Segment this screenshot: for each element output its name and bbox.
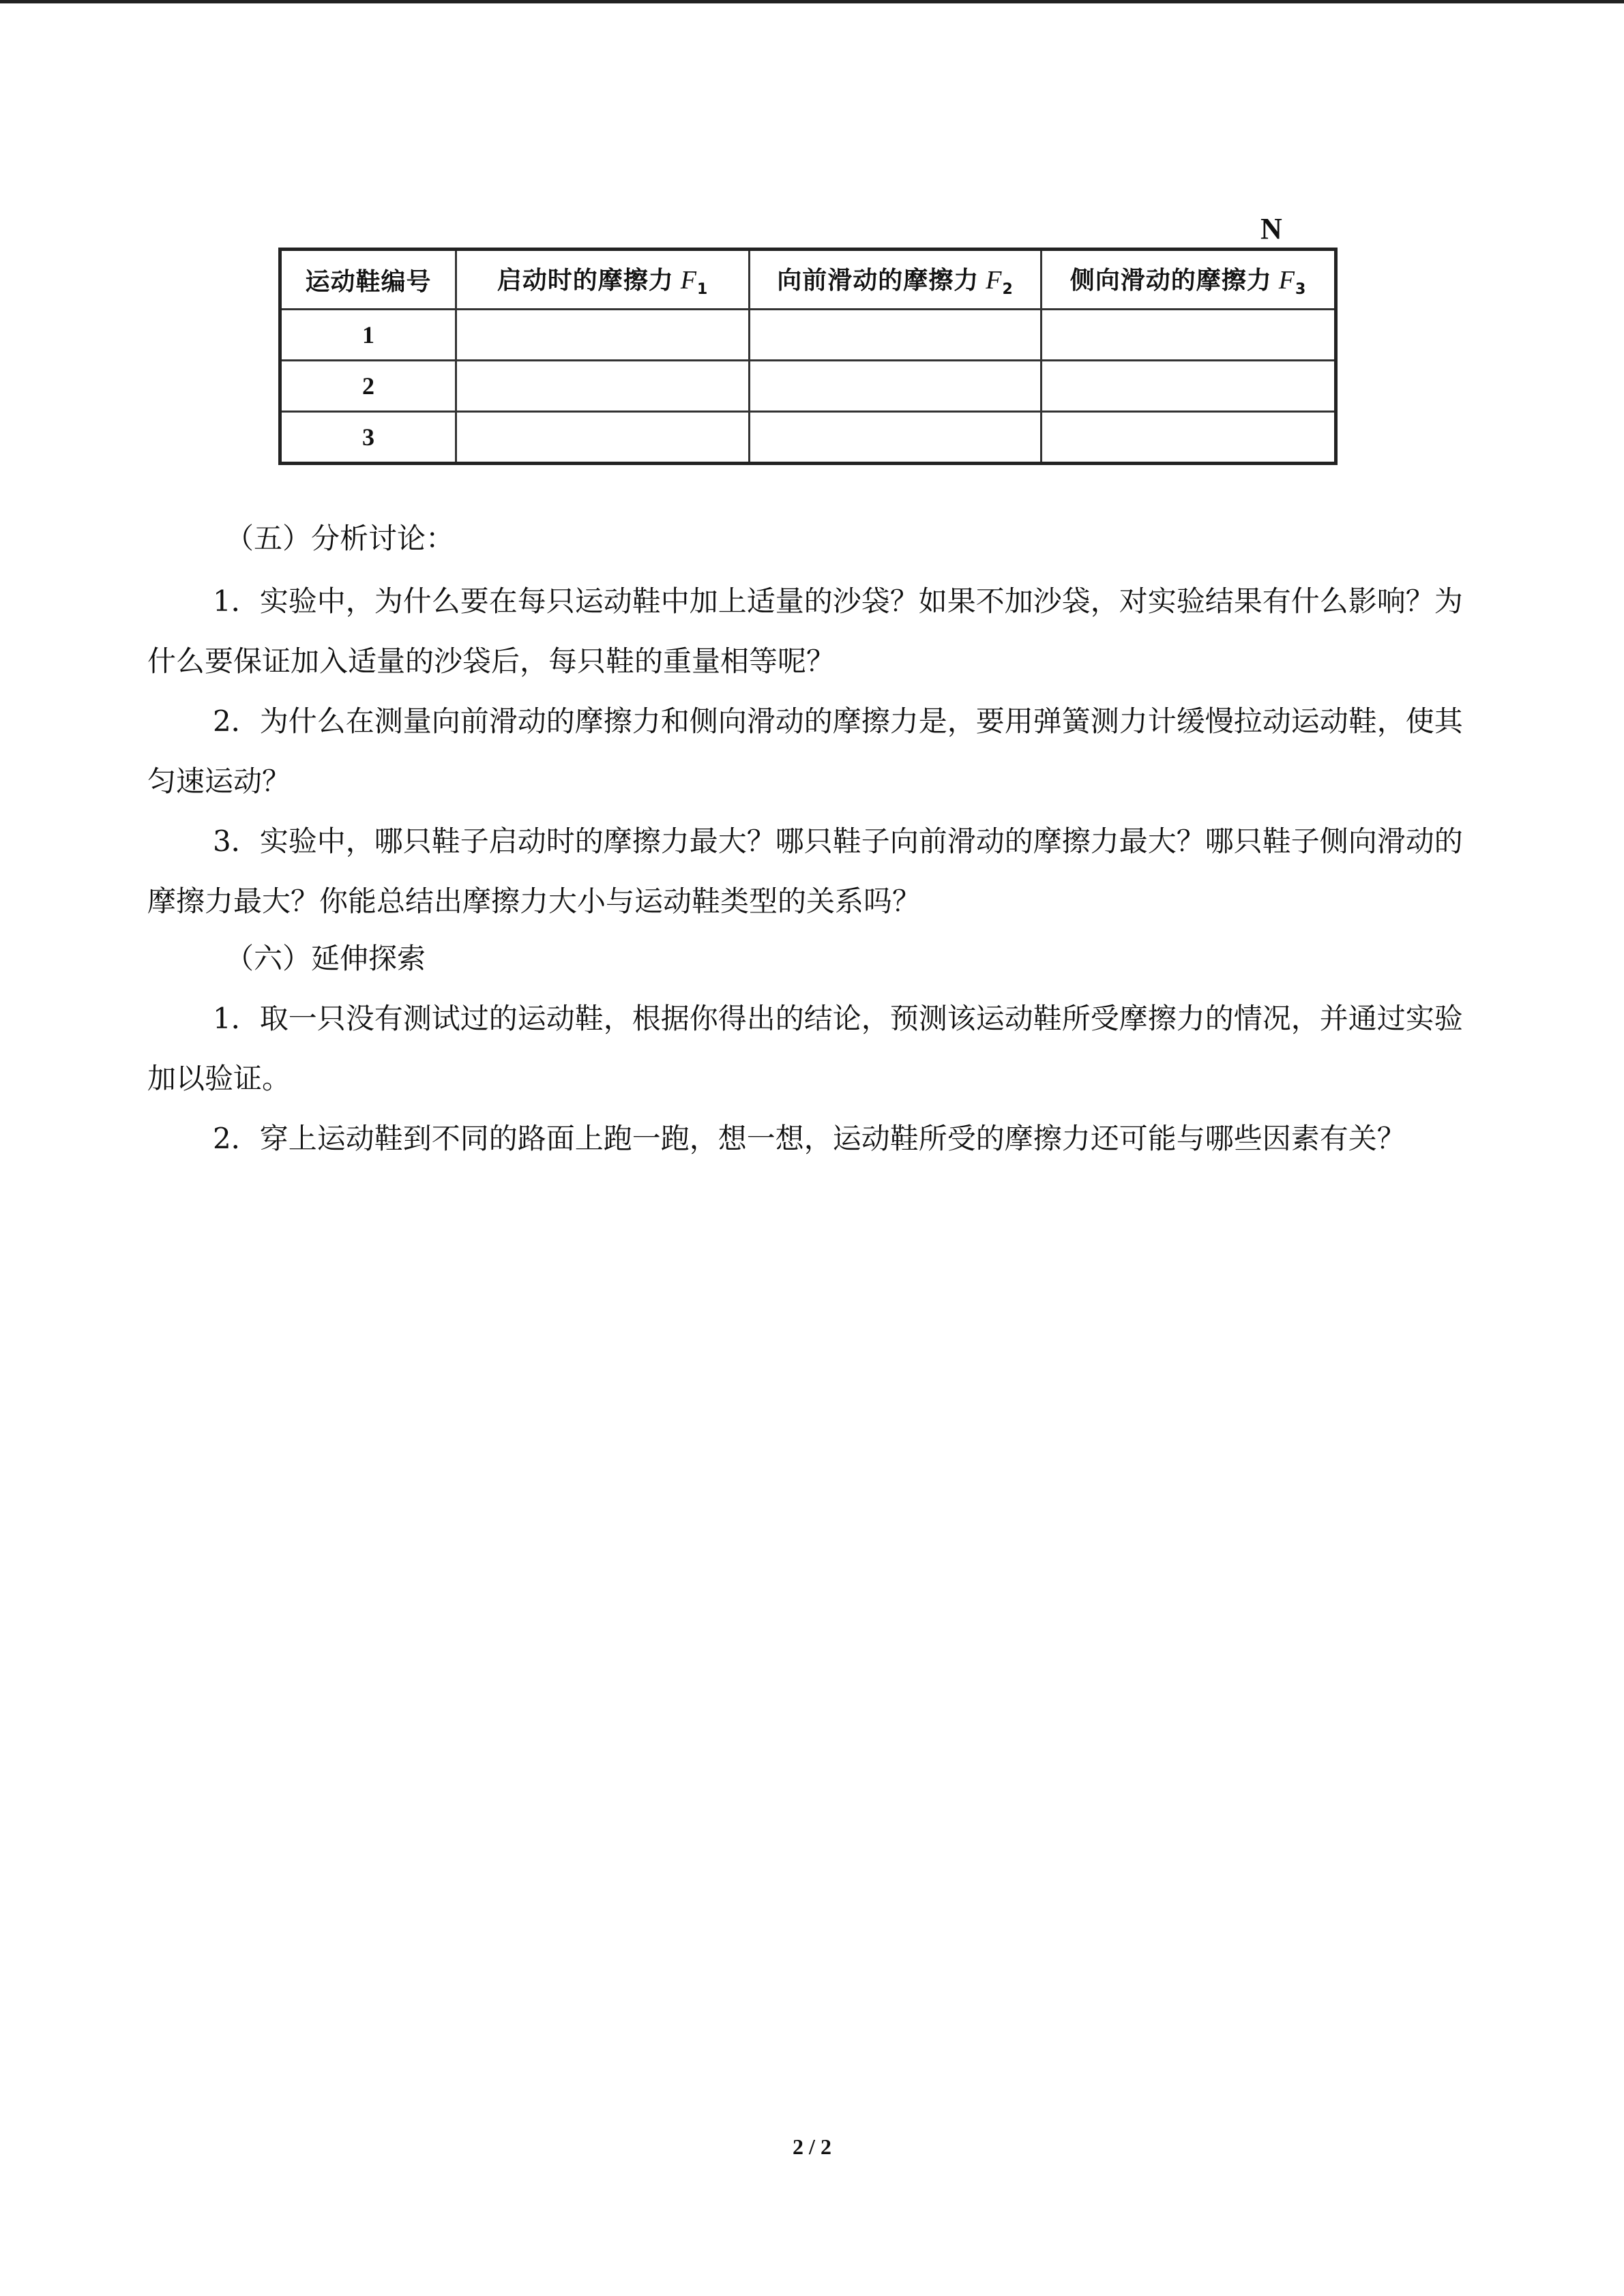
header-forward-sliding-friction: 向前滑动的摩擦力 $F_2$ [750, 250, 1042, 310]
header-lateral-sliding-friction: 侧向滑动的摩擦力 $F_3$ [1042, 250, 1336, 310]
page-top-border [0, 0, 1624, 3]
section5-item-3: 3．实验中，哪只鞋子启动时的摩擦力最大？哪只鞋子向前滑动的摩擦力最大？哪只鞋子侧向滑动的摩擦力最大？你能总结出摩擦力大小与运动鞋类型的关系吗？ [147, 824, 1463, 918]
section6-item-1: 1．取一只没有测试过的运动鞋，根据你得出的结论，预测该运动鞋所受摩擦力的情况，并通过实验加以验证。 [147, 1002, 1463, 1095]
table-row [280, 412, 1336, 464]
cell-shoe-number: 3 [280, 412, 456, 464]
friction-data-table [278, 248, 1338, 465]
section5-item-1: 1．实验中，为什么要在每只运动鞋中加上适量的沙袋？如果不加沙袋，对实验结果有什么影响？为什么要保证加入适量的沙袋后，每只鞋的重量相等呢？ [147, 584, 1463, 678]
header-shoe-number: 运动鞋编号 [280, 250, 456, 310]
cell-f1 [456, 412, 750, 464]
table-row [280, 310, 1336, 361]
cell-f3 [1042, 412, 1336, 464]
cell-f1 [456, 361, 750, 412]
cell-shoe-number: 2 [280, 361, 456, 412]
cell-f1 [456, 310, 750, 361]
page-number: 2 / 2 [793, 2134, 831, 2159]
cell-f2 [750, 412, 1042, 464]
table-row [280, 361, 1336, 412]
friction-data-table-container [278, 248, 1334, 463]
header-starting-friction: 启动时的摩擦力 $F_1$ [456, 250, 750, 310]
section5-body [147, 571, 1477, 931]
section6-body [147, 989, 1477, 1169]
cell-f3 [1042, 361, 1336, 412]
cell-shoe-number: 1 [280, 310, 456, 361]
table-unit-label: N [1260, 212, 1282, 245]
section6-item-2: 2．穿上运动鞋到不同的路面上跑一跑，想一想，运动鞋所受的摩擦力还可能与哪些因素有关？ [213, 1122, 1406, 1155]
cell-f2 [750, 310, 1042, 361]
cell-f2 [750, 361, 1042, 412]
section5-item-2: 2．为什么在测量向前滑动的摩擦力和侧向滑动的摩擦力是，要用弹簧测力计缓慢拉动运动鞋，使其匀速运动？ [147, 704, 1463, 798]
table-header-row [280, 250, 1336, 310]
section6-heading: （六）延伸探索 [225, 942, 426, 975]
cell-f3 [1042, 310, 1336, 361]
section5-heading: （五）分析讨论： [225, 522, 455, 555]
